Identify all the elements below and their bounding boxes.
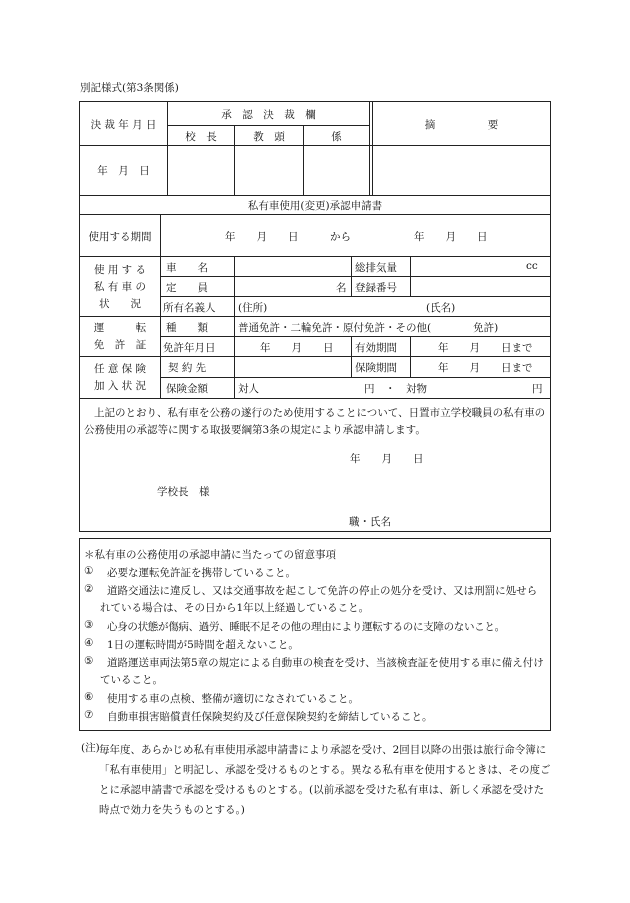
period-label: 使用する期間 <box>88 231 152 243</box>
note-number: ① <box>84 565 94 577</box>
note-text: 道路運送車両法第5章の規定による自動車の検査を受け、当該検査証を使用する車に備え付けていること。 <box>100 657 544 686</box>
summary-cell[interactable] <box>373 146 550 195</box>
note-item <box>84 655 545 691</box>
license-validity-value[interactable]: 年 月 日まで <box>438 342 533 354</box>
insurance-amount-value[interactable]: 対人 円 ・ 対物 円 <box>238 383 543 395</box>
owner-label: 所有名義人 <box>163 302 216 314</box>
note-text: 1日の運転時間が5時間を超えないこと。 <box>107 639 299 651</box>
vehicle-label-line3: 状 況 <box>99 298 141 310</box>
staff-seal-cell[interactable] <box>304 146 369 195</box>
license-validity-label: 有効期間 <box>355 342 397 354</box>
period-value[interactable]: 年 月 日 から 年 月 日 <box>225 231 488 243</box>
owner-address-label: (住所) <box>238 302 268 314</box>
decision-date-label: 決 裁 年 月 日 <box>90 119 157 131</box>
insurance-label-line2: 加 入 状 況 <box>93 380 146 392</box>
notes-list <box>84 565 545 727</box>
license-section-label <box>80 320 160 354</box>
note-text: 道路交通法に違反し、又は交通事故を起こして免許の停止の処分を受け、又は刑罰に処せられている場合は、その日から1年以上経過していること。 <box>100 585 538 614</box>
note-text: 必要な運転免許証を携帯していること。 <box>107 567 296 579</box>
summary-label: 摘 要 <box>424 119 499 131</box>
note-text: 使用する車の点検、整備が適切になされていること。 <box>107 693 359 705</box>
principal-seal-cell[interactable] <box>168 146 234 195</box>
notes-heading: ＊私有車の公務使用の承認申請に当たっての留意事項 <box>84 549 336 561</box>
note-number: ② <box>84 583 94 595</box>
license-date-value[interactable]: 年 月 日 <box>260 342 334 354</box>
insurance-period-label: 保険期間 <box>355 362 397 374</box>
note-item <box>84 691 545 709</box>
application-statement: 上記のとおり、私有車を公務の遂行のため使用することについて、日置市立学校職員の私有車の公務使用の承認等に関する取扱要綱第3条の規定により承認申請します。 <box>84 407 546 436</box>
note-item <box>84 583 545 619</box>
vice-principal-label: 教 頭 <box>253 131 285 143</box>
staff-label: 係 <box>331 131 342 143</box>
signature-label: 職・氏名 <box>349 516 391 528</box>
note-text: 自動車損害賠償責任保険契約及び任意保険契約を締結していること。 <box>107 711 433 723</box>
displacement-unit: cc <box>526 260 538 272</box>
capacity-unit: 名 <box>336 282 347 294</box>
note-item <box>84 565 545 583</box>
note-number: ⑤ <box>84 655 94 667</box>
license-type-value[interactable]: 普通免許・二輪免許・原付免許・その他( 免許) <box>238 322 499 334</box>
license-label-line2: 免 許 証 <box>93 339 147 351</box>
insurance-label-line1: 任 意 保 険 <box>93 363 146 375</box>
car-name-label: 車 名 <box>166 262 208 274</box>
capacity-label: 定 員 <box>166 282 208 294</box>
note-number: ⑦ <box>84 709 94 721</box>
addressee: 学校長 様 <box>157 486 210 498</box>
note-item <box>84 709 545 727</box>
note-number: ④ <box>84 637 94 649</box>
footnote-prefix: (注) <box>81 742 100 754</box>
vehicle-section-label <box>80 262 160 313</box>
decision-date-value: 年 月 日 <box>97 165 150 177</box>
owner-name-label: (氏名) <box>426 302 456 314</box>
vice-principal-seal-cell[interactable] <box>235 146 303 195</box>
note-number: ⑥ <box>84 691 94 703</box>
license-date-label: 免許年月日 <box>163 342 216 354</box>
note-item <box>84 637 545 655</box>
application-date[interactable]: 年 月 日 <box>350 453 424 465</box>
registration-label: 登録番号 <box>355 282 397 294</box>
insurance-amount-label: 保険金額 <box>166 383 208 395</box>
form-reference: 別記様式(第3条関係) <box>80 82 179 94</box>
principal-label: 校 長 <box>185 131 217 143</box>
vehicle-label-line2: 私 有 車 の <box>93 281 146 293</box>
insurance-period-value[interactable]: 年 月 日まで <box>438 362 533 374</box>
note-text: 心身の状態が傷病、過労、睡眠不足その他の理由により運転するのに支障のないこと。 <box>107 621 505 633</box>
displacement-label: 総排気量 <box>355 262 397 274</box>
license-label-line1: 運 転 <box>93 322 147 334</box>
license-type-label: 種 類 <box>166 322 208 334</box>
note-number: ③ <box>84 619 94 631</box>
approval-column-label: 承 認 決 裁 欄 <box>221 109 316 121</box>
form-title: 私有車使用(変更)承認申請書 <box>247 200 383 212</box>
footnote-text: 毎年度、あらかじめ私有車使用承認申請書により承認を受け、2回目以降の出張は旅行命令簿に「私有車使用」と明記し、承認を受けるものとする。異なる私有車を使用するときは、その度ごとに承認申請書で承認を受けるものとする。(以前承認を受けた私有車は、新しく承認を受けた時点で効力を失うものとする。) <box>99 744 551 816</box>
note-item <box>84 619 545 637</box>
vehicle-label-line1: 使 用 す る <box>93 264 146 276</box>
insurer-label: 契 約 先 <box>168 362 207 374</box>
insurance-section-label <box>80 361 160 395</box>
